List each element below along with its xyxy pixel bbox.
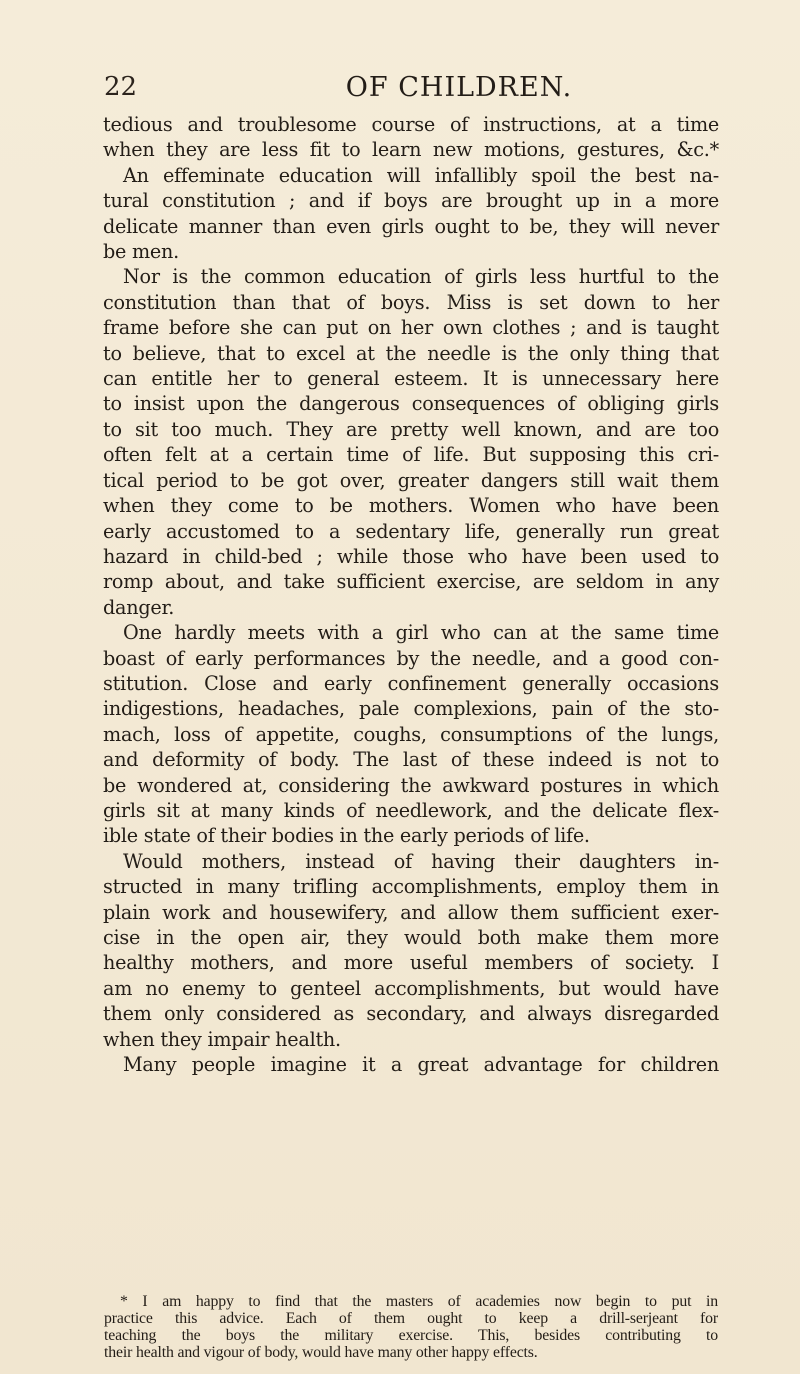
text-line: be wondered at, considering the awkward postures in which bbox=[103, 773, 719, 797]
text-line: mach, loss of appetite, coughs, consumptions of the lungs, bbox=[103, 722, 719, 746]
text-line: Nor is the common education of girls less hurtful to the bbox=[123, 265, 719, 289]
page-header bbox=[104, 72, 736, 108]
footnote bbox=[104, 1293, 718, 1361]
text-line: delicate manner than even girls ought to be, they will never bbox=[103, 214, 719, 238]
body-text bbox=[103, 112, 719, 1077]
text-line: stitution. Close and early confinement generally occasions bbox=[103, 671, 719, 695]
footnote-line: teaching the boys the military exercise. This, besides contributing to bbox=[104, 1327, 718, 1344]
text-line: Would mothers, instead of having their daughters in- bbox=[123, 849, 719, 873]
text-line: frame before she can put on her own clothes ; and is taught bbox=[103, 316, 719, 340]
text-line: girls sit at many kinds of needlework, and the delicate flex- bbox=[103, 798, 719, 822]
text-line: healthy mothers, and more useful members of society. I bbox=[103, 951, 719, 975]
text-line: to insist upon the dangerous consequences of obliging girls bbox=[103, 392, 719, 416]
text-line: romp about, and take sufficient exercise, are seldom in any bbox=[103, 570, 719, 594]
text-line: early accustomed to a sedentary life, generally run great bbox=[103, 519, 719, 543]
text-line: when they come to be mothers. Women who have been bbox=[103, 494, 719, 518]
text-line: hazard in child-bed ; while those who have been used to bbox=[103, 544, 719, 568]
text-line: One hardly meets with a girl who can at the same time bbox=[123, 621, 719, 645]
page-number: 22 bbox=[104, 72, 138, 102]
text-line: cise in the open air, they would both make them more bbox=[103, 926, 719, 949]
text-line: An effeminate education will infallibly spoil the best na- bbox=[123, 163, 719, 187]
text-line: them only considered as secondary, and always disregarded bbox=[103, 1002, 719, 1026]
footnote-line: * I am happy to find that the masters of academies now begin to put in bbox=[120, 1293, 718, 1310]
text-line: tedious and troublesome course of instructions, at a time bbox=[103, 113, 719, 136]
text-line: indigestions, headaches, pale complexions, pain of the sto- bbox=[103, 697, 719, 721]
footnote-line: practice this advice. Each of them ought to keep a drill-serjeant for bbox=[104, 1310, 718, 1327]
text-line: danger. bbox=[103, 595, 175, 619]
footnote-line: their health and vigour of body, would have many other happy effects. bbox=[104, 1344, 538, 1361]
text-line: structed in many trifling accomplishments, employ them in bbox=[103, 875, 719, 899]
text-line: boast of early performances by the needle, and a good con- bbox=[103, 646, 719, 670]
text-line: ible state of their bodies in the early periods of life. bbox=[103, 824, 590, 848]
text-line: to believe, that to excel at the needle is the only thing that bbox=[103, 341, 719, 365]
text-line: to sit too much. They are pretty well known, and are too bbox=[103, 417, 719, 441]
text-line: when they are less fit to learn new motions, gestures, &c.* bbox=[103, 138, 719, 162]
text-line: tural constitution ; and if boys are brought up in a more bbox=[103, 189, 719, 213]
running-head: OF CHILDREN. bbox=[345, 72, 573, 103]
text-line: tical period to be got over, greater dangers still wait them bbox=[103, 468, 719, 492]
text-line: plain work and housewifery, and allow them sufficient exer- bbox=[103, 900, 719, 924]
text-line: often felt at a certain time of life. But supposing this cri- bbox=[103, 443, 719, 467]
text-line: am no enemy to genteel accomplishments, but would have bbox=[103, 976, 719, 1000]
text-line: when they impair health. bbox=[103, 1027, 341, 1051]
text-line: and deformity of body. The last of these indeed is not to bbox=[103, 748, 719, 772]
text-line: be men. bbox=[103, 240, 179, 264]
text-line: can entitle her to general esteem. It is unnecessary here bbox=[103, 367, 719, 391]
text-line: constitution than that of boys. Miss is set down to her bbox=[103, 290, 719, 314]
text-line: Many people imagine it a great advantage for children bbox=[123, 1053, 719, 1077]
